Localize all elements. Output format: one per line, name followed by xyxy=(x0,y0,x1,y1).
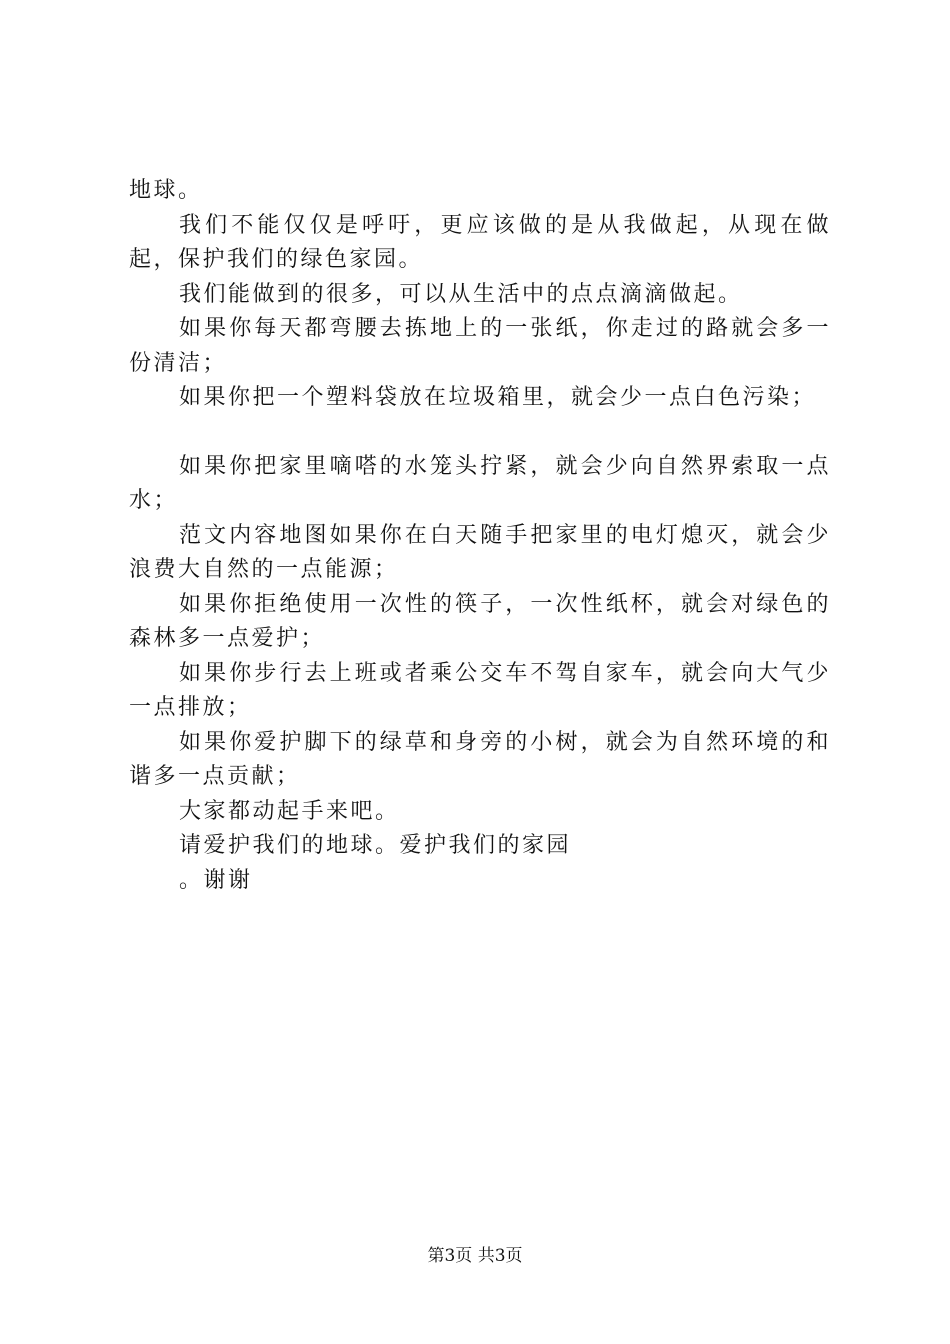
paragraph-8: 如果你拒绝使用一次性的筷子，一次性纸杯，就会对绿色的森林多一点爱护； xyxy=(129,591,831,651)
paragraph-7: 范文内容地图如果你在白天随手把家里的电灯熄灭，就会少浪费大自然的一点能源； xyxy=(129,522,831,582)
paragraph-13: 。谢谢 xyxy=(179,867,253,893)
paragraph-3: 我们能做到的很多，可以从生活中的点点滴滴做起。 xyxy=(179,281,743,307)
paragraph-2: 我们不能仅仅是呼吁，更应该做的是从我做起，从现在做起，保护我们的绿色家园。 xyxy=(129,212,831,272)
paragraph-1: 地球。 xyxy=(129,178,203,203)
paragraph-5: 如果你把一个塑料袋放在垃圾箱里，就会少一点白色污染； xyxy=(179,385,817,410)
paragraph-9: 如果你步行去上班或者乘公交车不驾自家车，就会向大气少一点排放； xyxy=(129,660,831,720)
paragraph-6: 如果你把家里嘀嗒的水笼头拧紧，就会少向自然界索取一点水； xyxy=(129,453,831,513)
paragraph-12: 请爱护我们的地球。爱护我们的家园 xyxy=(179,833,572,858)
page-number: 第3页 共3页 xyxy=(427,1246,523,1266)
paragraph-4: 如果你每天都弯腰去拣地上的一张纸，你走过的路就会多一份清洁； xyxy=(129,316,831,376)
page-footer xyxy=(0,1241,950,1266)
paragraph-10: 如果你爱护脚下的绿草和身旁的小树，就会为自然环境的和谐多一点贡献； xyxy=(129,729,831,789)
paragraph-11: 大家都动起手来吧。 xyxy=(179,798,400,824)
document-body xyxy=(129,174,831,898)
